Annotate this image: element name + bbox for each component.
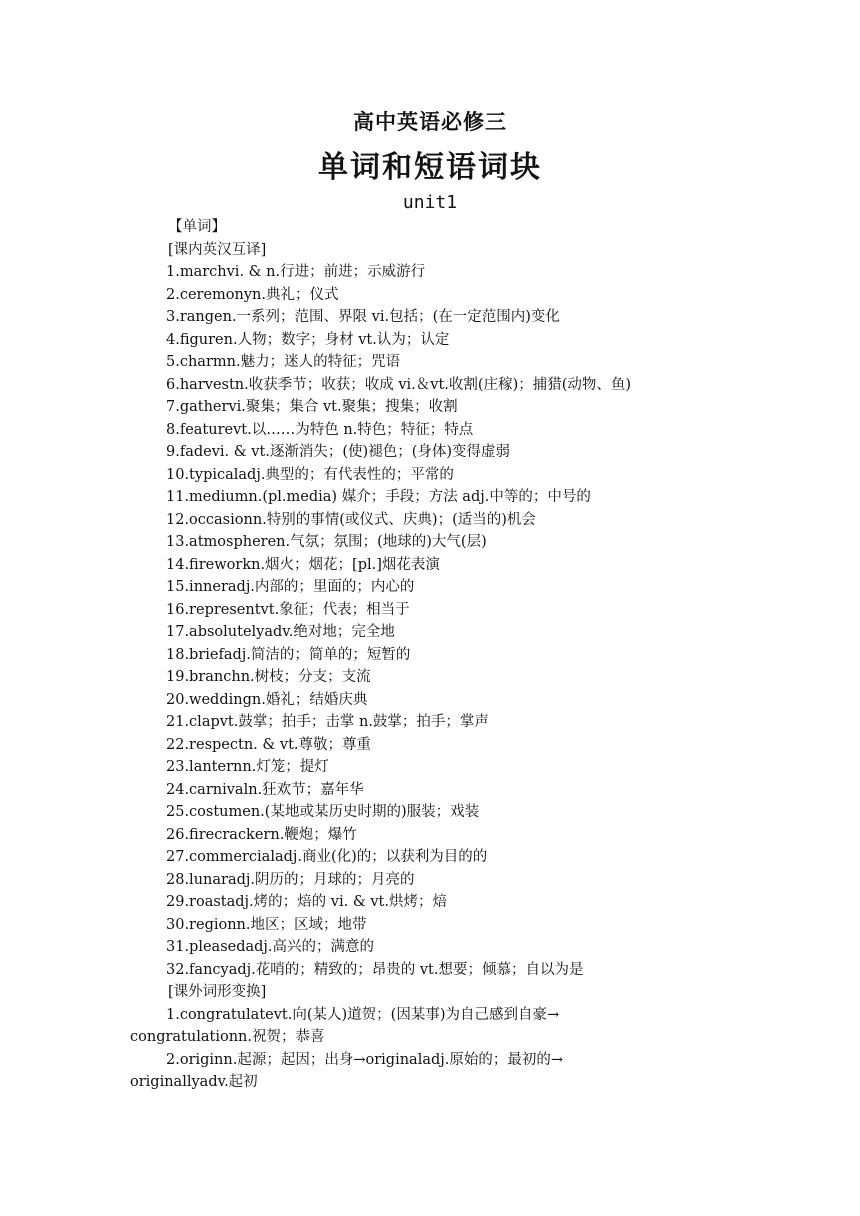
document-subtitle: 单词和短语词块 — [318, 150, 542, 185]
word-entry: 29.roastadj.烤的；焙的 vi. & vt.烘烤；焙 — [166, 894, 447, 910]
word-entry: 2.ceremonyn.典礼；仪式 — [166, 286, 339, 303]
word-entry: 16.representvt.象征；代表；相当于 — [166, 601, 410, 618]
word-entry: 11.mediumn.(pl.media) 媒介；手段；方法 adj.中等的；中号的 — [166, 489, 591, 505]
word-entry: 8.featurevt.以……为特色 n.特色；特征；特点 — [166, 421, 474, 438]
word-entry: 3.rangen.一系列；范围、界限 vi.包括；(在一定范围内)变化 — [166, 309, 560, 325]
word-list — [130, 261, 750, 981]
word-entry: 9.fadevi. & vt.逐渐消失；(使)褪色；(身体)变得虚弱 — [166, 444, 511, 460]
section-heading-words: 【单词】 — [168, 219, 226, 235]
word-entry: 20.weddingn.婚礼；结婚庆典 — [166, 691, 368, 708]
word-entry: 6.harvestn.收获季节；收获；收成 vi.＆vt.收割(庄稼)；捕猎(动物、鱼) — [166, 376, 632, 393]
word-entry: 27.commercialadj.商业(化)的；以获利为目的的 — [166, 849, 488, 865]
word-entry: 21.clapvt.鼓掌；拍手；击掌 n.鼓掌；拍手；掌声 — [166, 714, 489, 730]
transform-entry: 2.originn.起源；起因；出身→originaladj.原始的；最初的→ — [166, 1051, 564, 1068]
word-entry: 24.carnivaln.狂欢节；嘉年华 — [166, 781, 364, 798]
word-entry: 31.pleasedadj.高兴的；满意的 — [166, 939, 375, 955]
transform-entry-continued: congratulationn.祝贺；恭喜 — [130, 1029, 325, 1045]
word-entry: 26.firecrackern.鞭炮；爆竹 — [166, 826, 357, 843]
document-body — [130, 216, 750, 1094]
word-entry: 25.costumen.(某地或某历史时期的)服装；戏装 — [166, 804, 480, 820]
word-entry: 15.inneradj.内部的；里面的；内心的 — [166, 579, 415, 595]
word-entry: 12.occasionn.特别的事情(或仪式、庆典)；(适当的)机会 — [166, 511, 536, 528]
document-title: 高中英语必修三 — [353, 110, 507, 134]
word-entry: 30.regionn.地区；区域；地带 — [166, 916, 367, 933]
word-entry: 32.fancyadj.花哨的；精致的；昂贵的 vt.想要；倾慕；自以为是 — [166, 961, 584, 978]
word-entry: 28.lunaradj.阴历的；月球的；月亮的 — [166, 871, 415, 888]
word-entry: 18.briefadj.简洁的；简单的；短暂的 — [166, 646, 411, 663]
word-entry: 7.gathervi.聚集；集合 vt.聚集；搜集；收割 — [166, 399, 458, 415]
word-entry: 4.figuren.人物；数字；身材 vt.认为；认定 — [166, 331, 450, 348]
word-entry: 13.atmospheren.气氛；氛围；(地球的)大气(层) — [166, 534, 487, 550]
transform-entry: 1.congratulatevt.向(某人)道贺；(因某事)为自己感到自豪→ — [166, 1006, 560, 1023]
word-entry: 22.respectn. & vt.尊敬；尊重 — [166, 736, 372, 753]
unit-heading: unit1 — [402, 192, 458, 213]
word-entry: 17.absolutelyadv.绝对地；完全地 — [166, 624, 395, 640]
subsection-extra: [课外词形变换] — [168, 984, 267, 1000]
word-entry: 19.branchn.树枝；分支；支流 — [166, 669, 371, 685]
word-entry: 23.lanternn.灯笼；提灯 — [166, 759, 329, 775]
subsection-in-class: [课内英汉互译] — [168, 241, 267, 258]
transform-list — [130, 1004, 750, 1094]
word-entry: 1.marchvi. & n.行进；前进；示威游行 — [166, 264, 426, 280]
word-entry: 10.typicaladj.典型的；有代表性的；平常的 — [166, 466, 454, 483]
transform-entry-continued: originallyadv.起初 — [130, 1074, 258, 1090]
word-entry: 14.fireworkn.烟火；烟花；[pl.]烟花表演 — [166, 556, 440, 573]
word-entry: 5.charmn.魅力；迷人的特征；咒语 — [166, 354, 401, 370]
